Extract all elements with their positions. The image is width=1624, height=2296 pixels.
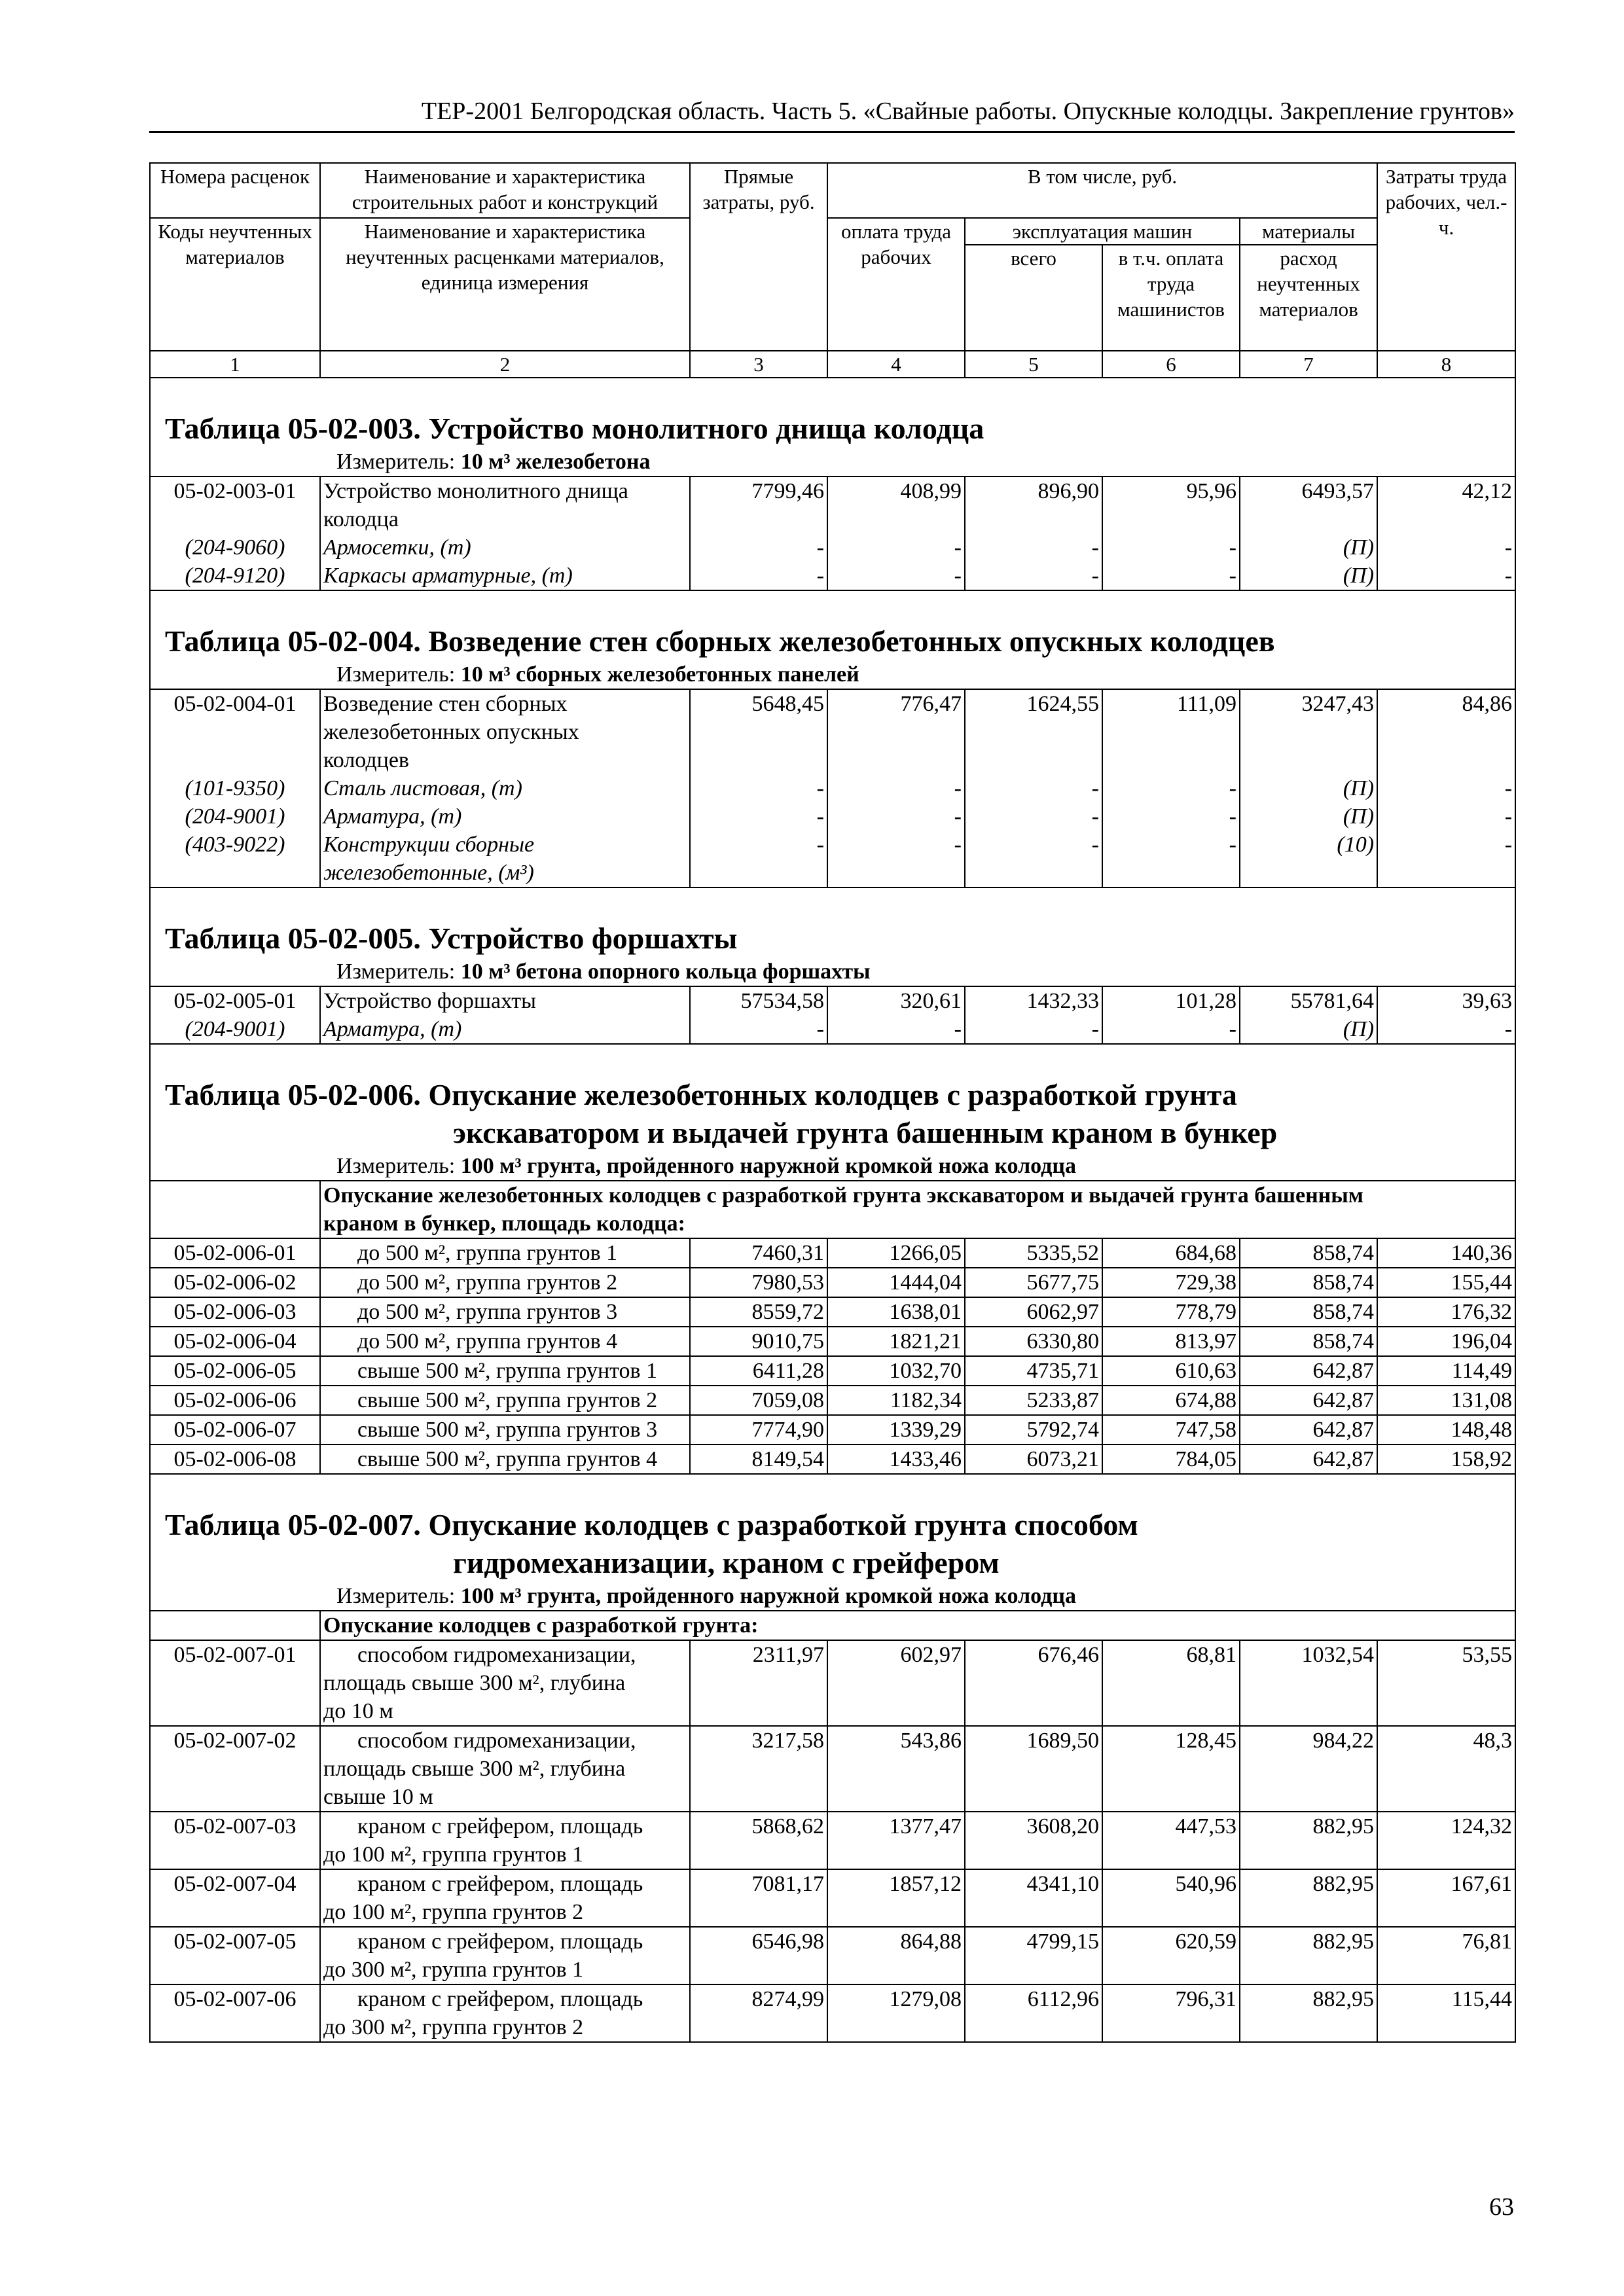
section-title-003: Таблица 05-02-003. Устройство монолитного днища колодца bbox=[150, 378, 1515, 448]
material-row bbox=[150, 1015, 1515, 1044]
cell: - bbox=[1102, 831, 1240, 888]
measure-006: Измеритель: 100 м³ грунта, пройденного наружной кромкой ножа колодца bbox=[150, 1152, 1515, 1181]
rate-name: Возведение стен сборных железобетонных опускных колодцев bbox=[320, 689, 690, 774]
cell: (П) bbox=[1240, 562, 1377, 590]
material-row bbox=[150, 774, 1515, 802]
cell-c8: 158,92 bbox=[1377, 1444, 1515, 1474]
material-code: (101-9350) bbox=[150, 774, 320, 802]
cell: - bbox=[827, 774, 965, 802]
cell: (П) bbox=[1240, 533, 1377, 562]
cell-materials: 3247,43 bbox=[1240, 689, 1377, 774]
col-num: 5 bbox=[965, 351, 1102, 378]
cell-c3: 9010,75 bbox=[690, 1327, 827, 1356]
cell-c6: 620,59 bbox=[1102, 1927, 1240, 1984]
cell-c4: 602,97 bbox=[827, 1640, 965, 1726]
cell-c4: 1444,04 bbox=[827, 1268, 965, 1297]
rate-code: 05-02-003-01 bbox=[150, 476, 320, 533]
rate-name: свыше 500 м², группа грунтов 4 bbox=[320, 1444, 690, 1474]
col-num: 8 bbox=[1377, 351, 1515, 378]
cell-c8: 48,3 bbox=[1377, 1726, 1515, 1812]
cell-c5: 4341,10 bbox=[965, 1869, 1102, 1927]
table-row bbox=[150, 1238, 1515, 1268]
column-header-row-1 bbox=[150, 163, 1515, 218]
material-code: (204-9001) bbox=[150, 1015, 320, 1044]
rate-name: способом гидромеханизации, площадь свыше 300 м², глубина до 10 м bbox=[320, 1640, 690, 1726]
cell: - bbox=[1377, 831, 1515, 888]
col-num: 4 bbox=[827, 351, 965, 378]
cell-c4: 543,86 bbox=[827, 1726, 965, 1812]
cell-c8: 148,48 bbox=[1377, 1415, 1515, 1444]
cell-c4: 1182,34 bbox=[827, 1386, 965, 1415]
material-name: Арматура, (т) bbox=[320, 802, 690, 831]
cell-c5: 6062,97 bbox=[965, 1297, 1102, 1327]
material-code: (204-9060) bbox=[150, 533, 320, 562]
cell-c5: 5677,75 bbox=[965, 1268, 1102, 1297]
rate-code: 05-02-007-05 bbox=[150, 1927, 320, 1984]
col-num: 3 bbox=[690, 351, 827, 378]
cell-direct-cost: 5648,45 bbox=[690, 689, 827, 774]
rate-code: 05-02-004-01 bbox=[150, 689, 320, 774]
cell: - bbox=[1377, 774, 1515, 802]
table-row bbox=[150, 1297, 1515, 1327]
cell-machinists-pay: 95,96 bbox=[1102, 476, 1240, 533]
cell-c5: 4735,71 bbox=[965, 1356, 1102, 1386]
cell-c8: 155,44 bbox=[1377, 1268, 1515, 1297]
cell-c8: 140,36 bbox=[1377, 1238, 1515, 1268]
machines-header: эксплуатация машин bbox=[965, 218, 1240, 245]
cell-c3: 7460,31 bbox=[690, 1238, 827, 1268]
cell-machines-total: 1624,55 bbox=[965, 689, 1102, 774]
cell-c4: 1266,05 bbox=[827, 1238, 965, 1268]
cell-c3: 8149,54 bbox=[690, 1444, 827, 1474]
cell-c4: 1032,70 bbox=[827, 1356, 965, 1386]
material-name: Каркасы арматурные, (т) bbox=[320, 562, 690, 590]
cell: (П) bbox=[1240, 774, 1377, 802]
cell-labor-pay: 408,99 bbox=[827, 476, 965, 533]
page-number: 63 bbox=[1489, 2193, 1514, 2221]
col6-header: в т.ч. оплата труда машинистов bbox=[1102, 245, 1240, 351]
rate-code: 05-02-006-04 bbox=[150, 1327, 320, 1356]
cell: - bbox=[690, 802, 827, 831]
cell-c6: 778,79 bbox=[1102, 1297, 1240, 1327]
col2-top: Наименование и характеристика строительных работ и конструкций bbox=[320, 163, 690, 218]
rates-table bbox=[149, 162, 1516, 2043]
measure-004: Измеритель: 10 м³ сборных железобетонных панелей bbox=[150, 660, 1515, 689]
material-row bbox=[150, 831, 1515, 888]
material-code: (403-9022) bbox=[150, 831, 320, 888]
cell-c4: 1821,21 bbox=[827, 1327, 965, 1356]
rate-code: 05-02-006-07 bbox=[150, 1415, 320, 1444]
cell-c4: 1339,29 bbox=[827, 1415, 965, 1444]
rate-name: до 500 м², группа грунтов 2 bbox=[320, 1268, 690, 1297]
cell-c3: 6546,98 bbox=[690, 1927, 827, 1984]
cell-c5: 6330,80 bbox=[965, 1327, 1102, 1356]
rate-code: 05-02-006-08 bbox=[150, 1444, 320, 1474]
rate-code: 05-02-006-02 bbox=[150, 1268, 320, 1297]
cell-c7: 1032,54 bbox=[1240, 1640, 1377, 1726]
cell-c7: 882,95 bbox=[1240, 1984, 1377, 2042]
rate-name: до 500 м², группа грунтов 4 bbox=[320, 1327, 690, 1356]
cell-c6: 796,31 bbox=[1102, 1984, 1240, 2042]
rate-code: 05-02-006-05 bbox=[150, 1356, 320, 1386]
cell: - bbox=[1102, 562, 1240, 590]
col8-header: Затраты труда рабочих, чел.-ч. bbox=[1377, 163, 1515, 351]
cell: (П) bbox=[1240, 802, 1377, 831]
column-number-row bbox=[150, 351, 1515, 378]
material-code: (204-9001) bbox=[150, 802, 320, 831]
group-heading-007: Опускание колодцев с разработкой грунта: bbox=[320, 1611, 1515, 1640]
cell-c8: 196,04 bbox=[1377, 1327, 1515, 1356]
cell: - bbox=[690, 533, 827, 562]
cell-c7: 882,95 bbox=[1240, 1869, 1377, 1927]
material-name: Конструкции сборные железобетонные, (м³) bbox=[320, 831, 690, 888]
cell-materials: 55781,64 bbox=[1240, 986, 1377, 1015]
cell-c5: 5792,74 bbox=[965, 1415, 1102, 1444]
table-row bbox=[150, 476, 1515, 533]
cell-labor-hours: 84,86 bbox=[1377, 689, 1515, 774]
cell-c7: 642,87 bbox=[1240, 1415, 1377, 1444]
cell: - bbox=[690, 562, 827, 590]
rate-code: 05-02-007-02 bbox=[150, 1726, 320, 1812]
cell-materials: 6493,57 bbox=[1240, 476, 1377, 533]
cell-direct-cost: 7799,46 bbox=[690, 476, 827, 533]
cell: - bbox=[965, 533, 1102, 562]
cell-c7: 642,87 bbox=[1240, 1386, 1377, 1415]
cell-labor-hours: 39,63 bbox=[1377, 986, 1515, 1015]
cell-c8: 124,32 bbox=[1377, 1812, 1515, 1869]
cell-c8: 115,44 bbox=[1377, 1984, 1515, 2042]
cell-c4: 864,88 bbox=[827, 1927, 965, 1984]
cell-c7: 642,87 bbox=[1240, 1444, 1377, 1474]
material-row bbox=[150, 533, 1515, 562]
cell: - bbox=[827, 831, 965, 888]
rate-name: Устройство форшахты bbox=[320, 986, 690, 1015]
cell-c8: 131,08 bbox=[1377, 1386, 1515, 1415]
cell-c6: 674,88 bbox=[1102, 1386, 1240, 1415]
cell: - bbox=[1102, 802, 1240, 831]
cell-c7: 858,74 bbox=[1240, 1268, 1377, 1297]
section-title-007: Таблица 05-02-007. Опускание колодцев с разработкой грунта способом гидромеханизации, краном с грейфером bbox=[150, 1474, 1515, 1582]
rate-name: свыше 500 м², группа грунтов 1 bbox=[320, 1356, 690, 1386]
table-row bbox=[150, 1415, 1515, 1444]
cell-machinists-pay: 111,09 bbox=[1102, 689, 1240, 774]
col5-header: всего bbox=[965, 245, 1102, 351]
material-row bbox=[150, 802, 1515, 831]
rate-code: 05-02-006-06 bbox=[150, 1386, 320, 1415]
cell: - bbox=[965, 774, 1102, 802]
rate-name: краном с грейфером, площадь до 300 м², группа грунтов 2 bbox=[320, 1984, 690, 2042]
col1-bottom: Коды неучтенных материалов bbox=[150, 218, 320, 351]
cell-c3: 6411,28 bbox=[690, 1356, 827, 1386]
cell-c5: 6073,21 bbox=[965, 1444, 1102, 1474]
cell-c5: 4799,15 bbox=[965, 1927, 1102, 1984]
included-header: В том числе, руб. bbox=[827, 163, 1377, 218]
table-row bbox=[150, 1444, 1515, 1474]
material-code: (204-9120) bbox=[150, 562, 320, 590]
cell-c4: 1857,12 bbox=[827, 1869, 965, 1927]
cell-c8: 76,81 bbox=[1377, 1927, 1515, 1984]
cell-labor-pay: 320,61 bbox=[827, 986, 965, 1015]
cell-c8: 53,55 bbox=[1377, 1640, 1515, 1726]
cell-c6: 540,96 bbox=[1102, 1869, 1240, 1927]
cell-direct-cost: 57534,58 bbox=[690, 986, 827, 1015]
cell-c3: 7081,17 bbox=[690, 1869, 827, 1927]
cell: (10) bbox=[1240, 831, 1377, 888]
rate-name: краном с грейфером, площадь до 300 м², группа грунтов 1 bbox=[320, 1927, 690, 1984]
cell: - bbox=[1377, 533, 1515, 562]
group-heading-006: Опускание железобетонных колодцев с разработкой грунта экскаватором и выдачей грунта башенным краном в бункер, площадь колодца: bbox=[320, 1181, 1515, 1238]
cell-c3: 8274,99 bbox=[690, 1984, 827, 2042]
rate-name: свыше 500 м², группа грунтов 3 bbox=[320, 1415, 690, 1444]
cell: (П) bbox=[1240, 1015, 1377, 1044]
cell-c6: 684,68 bbox=[1102, 1238, 1240, 1268]
cell-c5: 6112,96 bbox=[965, 1984, 1102, 2042]
cell-c4: 1433,46 bbox=[827, 1444, 965, 1474]
cell-c7: 882,95 bbox=[1240, 1927, 1377, 1984]
col-num: 7 bbox=[1240, 351, 1377, 378]
cell: - bbox=[827, 802, 965, 831]
cell-c6: 610,63 bbox=[1102, 1356, 1240, 1386]
table-row bbox=[150, 1268, 1515, 1297]
col4-header: оплата труда рабочих bbox=[827, 218, 965, 351]
section-title-005: Таблица 05-02-005. Устройство форшахты bbox=[150, 888, 1515, 958]
material-name: Сталь листовая, (т) bbox=[320, 774, 690, 802]
table-row bbox=[150, 1640, 1515, 1726]
cell-c3: 5868,62 bbox=[690, 1812, 827, 1869]
material-row bbox=[150, 562, 1515, 590]
column-header-row-2 bbox=[150, 218, 1515, 245]
cell-machines-total: 1432,33 bbox=[965, 986, 1102, 1015]
rate-code: 05-02-007-03 bbox=[150, 1812, 320, 1869]
cell-labor-pay: 776,47 bbox=[827, 689, 965, 774]
table-row bbox=[150, 1927, 1515, 1984]
table-007-body bbox=[150, 1640, 1515, 2042]
rate-name: свыше 500 м², группа грунтов 2 bbox=[320, 1386, 690, 1415]
table-row bbox=[150, 1327, 1515, 1356]
cell-c3: 7774,90 bbox=[690, 1415, 827, 1444]
col-num: 6 bbox=[1102, 351, 1240, 378]
col2-bottom: Наименование и характеристика неучтенных расценками материалов, единица измерения bbox=[320, 218, 690, 351]
cell-c7: 882,95 bbox=[1240, 1812, 1377, 1869]
cell-c7: 642,87 bbox=[1240, 1356, 1377, 1386]
cell-c7: 984,22 bbox=[1240, 1726, 1377, 1812]
cell: - bbox=[827, 533, 965, 562]
cell-c6: 747,58 bbox=[1102, 1415, 1240, 1444]
cell-c4: 1638,01 bbox=[827, 1297, 965, 1327]
table-row bbox=[150, 1869, 1515, 1927]
cell-machines-total: 896,90 bbox=[965, 476, 1102, 533]
cell-c3: 7059,08 bbox=[690, 1386, 827, 1415]
rate-code: 05-02-005-01 bbox=[150, 986, 320, 1015]
table-row bbox=[150, 1386, 1515, 1415]
cell: - bbox=[1102, 533, 1240, 562]
cell-c4: 1279,08 bbox=[827, 1984, 965, 2042]
rate-code: 05-02-007-06 bbox=[150, 1984, 320, 2042]
rate-name: способом гидромеханизации, площадь свыше 300 м², глубина свыше 10 м bbox=[320, 1726, 690, 1812]
table-row bbox=[150, 1726, 1515, 1812]
cell-c8: 167,61 bbox=[1377, 1869, 1515, 1927]
section-title-004: Таблица 05-02-004. Возведение стен сборных железобетонных опускных колодцев bbox=[150, 590, 1515, 660]
header-rule bbox=[149, 131, 1515, 133]
cell: - bbox=[690, 1015, 827, 1044]
cell-c8: 114,49 bbox=[1377, 1356, 1515, 1386]
table-006-body bbox=[150, 1238, 1515, 1474]
cell: - bbox=[965, 802, 1102, 831]
cell-c7: 858,74 bbox=[1240, 1238, 1377, 1268]
table-row bbox=[150, 986, 1515, 1015]
rate-name: краном с грейфером, площадь до 100 м², группа грунтов 1 bbox=[320, 1812, 690, 1869]
cell-c3: 8559,72 bbox=[690, 1297, 827, 1327]
cell-c5: 5335,52 bbox=[965, 1238, 1102, 1268]
cell: - bbox=[1377, 1015, 1515, 1044]
rate-code: 05-02-006-01 bbox=[150, 1238, 320, 1268]
rate-name: Устройство монолитного днища колодца bbox=[320, 476, 690, 533]
cell: - bbox=[965, 1015, 1102, 1044]
cell: - bbox=[1102, 774, 1240, 802]
measure-005: Измеритель: 10 м³ бетона опорного кольца форшахты bbox=[150, 958, 1515, 986]
cell-c6: 128,45 bbox=[1102, 1726, 1240, 1812]
cell-c5: 1689,50 bbox=[965, 1726, 1102, 1812]
cell-c3: 2311,97 bbox=[690, 1640, 827, 1726]
cell-labor-hours: 42,12 bbox=[1377, 476, 1515, 533]
cell: - bbox=[827, 562, 965, 590]
table-row bbox=[150, 689, 1515, 774]
cell: - bbox=[827, 1015, 965, 1044]
cell-c6: 784,05 bbox=[1102, 1444, 1240, 1474]
cell-c7: 858,74 bbox=[1240, 1297, 1377, 1327]
page-header: ТЕР-2001 Белгородская область. Часть 5. «Свайные работы. Опускные колодцы. Закрепление грунтов» bbox=[421, 98, 1515, 125]
rate-code: 05-02-006-03 bbox=[150, 1297, 320, 1327]
cell: - bbox=[965, 562, 1102, 590]
section-title-006: Таблица 05-02-006. Опускание железобетонных колодцев с разработкой грунта экскаватором и выдачей грунта башенным краном в бункер bbox=[150, 1044, 1515, 1152]
col7-header: расход неучтенных материалов bbox=[1240, 245, 1377, 351]
cell: - bbox=[1102, 1015, 1240, 1044]
material-name: Армосетки, (т) bbox=[320, 533, 690, 562]
rate-name: до 500 м², группа грунтов 3 bbox=[320, 1297, 690, 1327]
cell: - bbox=[1377, 562, 1515, 590]
cell-c5: 5233,87 bbox=[965, 1386, 1102, 1415]
cell-c6: 813,97 bbox=[1102, 1327, 1240, 1356]
cell-c4: 1377,47 bbox=[827, 1812, 965, 1869]
rate-name: краном с грейфером, площадь до 100 м², группа грунтов 2 bbox=[320, 1869, 690, 1927]
cell-c6: 68,81 bbox=[1102, 1640, 1240, 1726]
cell: - bbox=[965, 831, 1102, 888]
table-row bbox=[150, 1356, 1515, 1386]
cell-c3: 7980,53 bbox=[690, 1268, 827, 1297]
rate-name: до 500 м², группа грунтов 1 bbox=[320, 1238, 690, 1268]
cell: - bbox=[690, 774, 827, 802]
cell-machinists-pay: 101,28 bbox=[1102, 986, 1240, 1015]
cell-c6: 447,53 bbox=[1102, 1812, 1240, 1869]
material-name: Арматура, (т) bbox=[320, 1015, 690, 1044]
rate-code: 05-02-007-04 bbox=[150, 1869, 320, 1927]
cell-c3: 3217,58 bbox=[690, 1726, 827, 1812]
cell-c5: 3608,20 bbox=[965, 1812, 1102, 1869]
cell: - bbox=[1377, 802, 1515, 831]
cell-c6: 729,38 bbox=[1102, 1268, 1240, 1297]
cell: - bbox=[690, 831, 827, 888]
table-row bbox=[150, 1812, 1515, 1869]
col3-header: Прямые затраты, руб. bbox=[690, 163, 827, 351]
cell-c5: 676,46 bbox=[965, 1640, 1102, 1726]
rate-code: 05-02-007-01 bbox=[150, 1640, 320, 1726]
table-row bbox=[150, 1984, 1515, 2042]
measure-003: Измеритель: 10 м³ железобетона bbox=[150, 448, 1515, 476]
cell-c7: 858,74 bbox=[1240, 1327, 1377, 1356]
cell-c8: 176,32 bbox=[1377, 1297, 1515, 1327]
materials-header: материалы bbox=[1240, 218, 1377, 245]
col-num: 1 bbox=[150, 351, 320, 378]
col1-top: Номера расценок bbox=[150, 163, 320, 218]
col-num: 2 bbox=[320, 351, 690, 378]
measure-007: Измеритель: 100 м³ грунта, пройденного наружной кромкой ножа колодца bbox=[150, 1582, 1515, 1611]
